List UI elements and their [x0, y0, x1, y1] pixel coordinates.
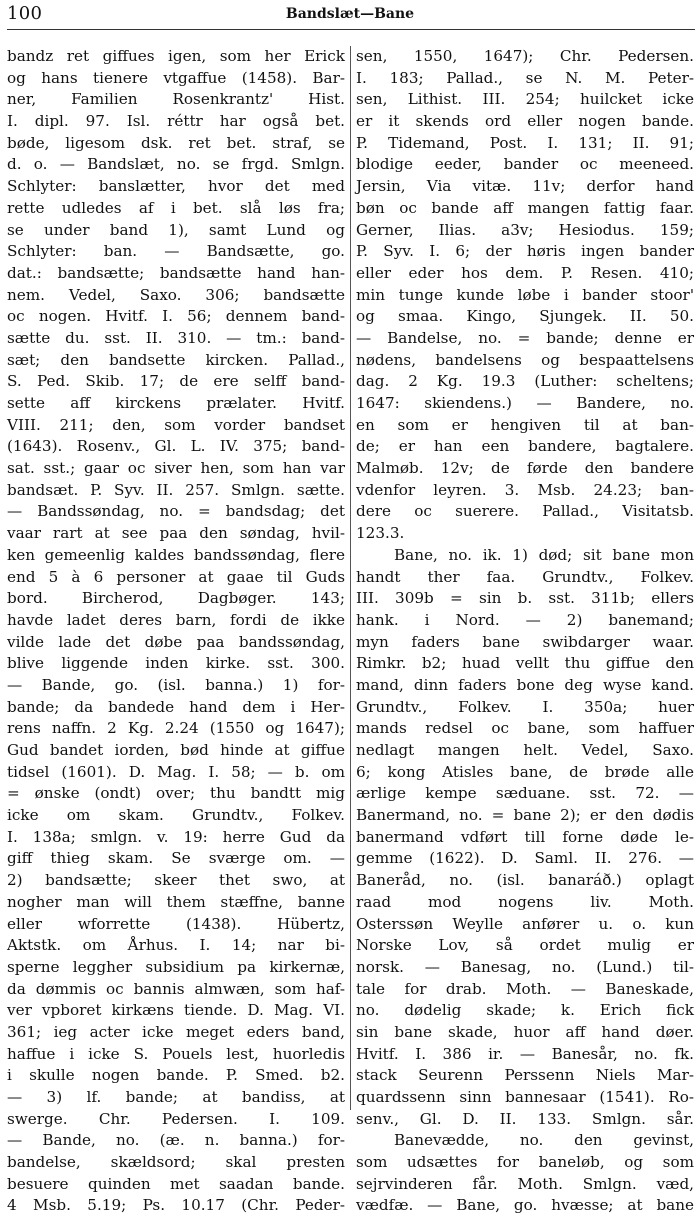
text-line: som udsættes for baneløb, og som: [356, 1153, 694, 1172]
text-line: haffue i icke S. Pouels lest, huorledis: [7, 1044, 345, 1063]
text-line: P. Tidemand, Post. I. 131; II. 91;: [356, 133, 694, 152]
text-line: de; er han een bandere, bagtalere.: [356, 437, 694, 456]
text-line: mand, dinn faders bone deg wyse kand.: [356, 675, 694, 694]
text-line: Jersin, Via vitæ. 11v; derfor hand: [356, 177, 694, 196]
text-line: — Bande, go. (isl. banna.) 1) for-: [7, 675, 345, 694]
text-line: I. 183; Pallad., se N. M. Peter-: [356, 68, 694, 87]
text-line: Gerner, Ilias. a3v; Hesiodus. 159;: [356, 220, 694, 239]
text-line: — Bandssøndag, no. = bandsdag; det: [7, 502, 345, 521]
right-column: [356, 46, 694, 1215]
text-line: Grundtv., Folkev. I. 350a; huer: [356, 697, 694, 716]
text-line: bøde, ligesom dsk. ret bet. straf, se: [7, 133, 345, 152]
text-line: Bane, no. ik. 1) død; sit bane mon: [394, 545, 694, 564]
text-line: besuere quinden met saadan bande.: [7, 1174, 345, 1193]
text-line: nødens, bandelsens og bespaattelsens: [356, 350, 694, 369]
text-line: Osterssøn Weylle anfører u. o. kun: [356, 914, 694, 933]
text-line: Gud bandet iorden, bød hinde at giffue: [7, 741, 345, 759]
text-line: Baneråd, no. (isl. banaráð.) oplagt: [356, 871, 694, 890]
text-line: myn faders bane swibdarger waar.: [356, 632, 694, 651]
text-line: blodige eeder, bander oc meeneed.: [356, 155, 694, 174]
text-line: bandelse, skældsord; skal presten: [7, 1153, 345, 1172]
running-head: Bandslæt—Bane: [285, 6, 415, 22]
text-line: nem. Vedel, Saxo. 306; bandsætte: [7, 285, 345, 304]
text-line: rens naffn. 2 Kg. 2.24 (1550 og 1647);: [7, 719, 345, 738]
text-line: ner, Familien Rosenkrantz' Hist.: [7, 90, 345, 109]
text-line: sen, 1550, 1647); Chr. Pedersen.: [356, 47, 694, 65]
text-line: bord. Bircherod, Dagbøger. 143;: [7, 589, 345, 608]
text-line: Malmøb. 12v; de førde den bandere: [356, 459, 694, 478]
text-line: sette aff kirckens prælater. Hvitf.: [7, 394, 345, 412]
text-line: se under band 1), samt Lund og: [7, 220, 345, 239]
text-line: giff thieg skam. Se sværge om. —: [7, 849, 345, 868]
text-line: bandsæt. P. Syv. II. 257. Smlgn. sætte.: [7, 480, 345, 499]
text-line: III. 309b = sin b. sst. 311b; ellers: [356, 589, 694, 608]
text-line: ver vpboret kirkæns tiende. D. Mag. VI.: [7, 1001, 345, 1020]
text-line: en som er hengiven til at ban-: [356, 415, 694, 434]
text-line: sæt; den bandsette kircken. Pallad.,: [7, 350, 345, 369]
text-line: og hans tienere vtgaffue (1458). Bar-: [7, 68, 345, 87]
text-line: dere oc suerere. Pallad., Visitatsb.: [356, 502, 694, 521]
text-line: gemme (1622). D. Saml. II. 276. —: [356, 849, 694, 868]
text-line: P. Syv. I. 6; der høris ingen bander: [356, 242, 694, 261]
text-line: 1647: skiendens.) — Bandere, no.: [356, 394, 694, 412]
text-line: tidsel (1601). D. Mag. I. 58; — b. om: [7, 762, 345, 781]
text-line: sat. sst.; gaar oc siver hen, som han var: [7, 459, 345, 478]
text-line: eller wforrette (1438). Hübertz,: [7, 914, 345, 933]
text-line: Aktstk. om Århus. I. 14; nar bi-: [7, 936, 345, 955]
text-line: hank. i Nord. — 2) banemand;: [356, 610, 694, 629]
text-line: quardssenn sinn bannesaar (1541). Ro-: [356, 1088, 694, 1106]
text-line: vædfæ. — Bane, go. hvæsse; at bane: [356, 1196, 694, 1215]
text-line: sejrvinderen får. Moth. Smlgn. væd,: [356, 1174, 694, 1193]
text-line: bande; da bandede hand dem i Her-: [7, 697, 345, 716]
text-line: raad mod nogens liv. Moth.: [356, 892, 694, 911]
text-line: sen, Lithist. III. 254; huilcket icke: [356, 90, 694, 109]
text-line: I. dipl. 97. Isl. réttr har også bet.: [7, 112, 345, 131]
text-line: tale for drab. Moth. — Baneskade,: [356, 979, 694, 998]
text-line: dag. 2 Kg. 19.3 (Luther: scheltens;: [356, 372, 694, 391]
text-line: 2) bandsætte; skeer thet swo, at: [7, 871, 345, 890]
text-line: 6; kong Atisles bane, de brøde alle: [356, 762, 694, 781]
text-line: dat.: bandsætte; bandsætte hand han-: [7, 263, 345, 282]
text-line: min tunge kunde løbe i bander stoor': [356, 285, 694, 304]
text-line: nedlagt mangen helt. Vedel, Saxo.: [356, 741, 694, 759]
text-line: Rimkr. b2; huad vellt thu giffue den: [356, 654, 694, 673]
text-line: I. 138a; smlgn. v. 19: herre Gud da: [7, 827, 345, 846]
text-line: blive liggende inden kirke. sst. 300.: [7, 654, 345, 673]
text-line: vilde lade det døbe paa bandssøndag,: [7, 632, 345, 651]
text-line: bøn oc bande aff mangen fattig faar.: [356, 198, 694, 217]
text-line: nogher man will them stæffne, banne: [7, 892, 345, 911]
text-line: = ønske (ondt) over; thu bandtt mig: [7, 784, 345, 803]
text-line: ken gemeenlig kaldes bandssøndag, flere: [7, 545, 345, 564]
text-line: Banermand, no. = bane 2); er den dødis: [356, 806, 694, 825]
text-line: oc nogen. Hvitf. I. 56; dennem band-: [7, 307, 345, 326]
page-number: 100: [7, 3, 43, 24]
text-line: 4 Msb. 5.19; Ps. 10.17 (Chr. Peder-: [7, 1196, 345, 1215]
text-line: no. dødelig skade; k. Erich fick: [356, 1001, 694, 1020]
text-line: mands redsel oc bane, som haffuer: [356, 719, 694, 738]
text-line: VIII. 211; den, som vorder bandset: [7, 415, 345, 434]
text-line: — 3) lf. bande; at bandiss, at: [7, 1088, 345, 1106]
text-line: banermand vdført till forne døde le-: [356, 827, 694, 846]
text-line: Schlyter: ban. — Bandsætte, go.: [7, 242, 345, 261]
text-line: 123.3.: [356, 524, 405, 543]
text-line: norsk. — Banesag, no. (Lund.) til-: [356, 957, 694, 976]
text-line: vdenfor leyren. 3. Msb. 24.23; ban-: [356, 480, 694, 499]
text-line: 361; ieg acter icke meget eders band,: [7, 1022, 345, 1041]
text-line: bandz ret giffues igen, som her Erick: [7, 47, 345, 65]
text-line: swerge. Chr. Pedersen. I. 109.: [7, 1109, 345, 1128]
header-rule: [7, 29, 695, 30]
text-line: S. Ped. Skib. 17; de ere selff band-: [7, 372, 345, 391]
text-line: ærlige kempe sæduane. sst. 72. —: [356, 784, 694, 803]
text-line: sætte du. sst. II. 310. — tm.: band-: [7, 328, 345, 347]
text-line: vaar rart at see paa den søndag, hvil-: [7, 524, 345, 543]
text-line: senv., Gl. D. II. 133. Smlgn. sår.: [356, 1109, 694, 1128]
text-line: eller eder hos dem. P. Resen. 410;: [356, 263, 694, 282]
text-line: Schlyter: banslætter, hvor det med: [7, 177, 345, 196]
text-line: havde ladet deres barn, fordi de ikke: [7, 610, 345, 629]
text-line: (1643). Rosenv., Gl. L. IV. 375; band-: [7, 437, 345, 456]
column-divider: [350, 46, 351, 1110]
text-line: — Bandelse, no. = bande; denne er: [356, 328, 694, 347]
text-line: Banevædde, no. den gevinst,: [394, 1131, 694, 1150]
text-line: end 5 à 6 personer at gaae til Guds: [7, 567, 345, 586]
text-line: i skulle nogen bande. P. Smed. b2.: [7, 1066, 345, 1085]
text-line: — Bande, no. (æ. n. banna.) for-: [7, 1131, 345, 1150]
text-line: icke om skam. Grundtv., Folkev.: [7, 806, 345, 825]
text-line: og smaa. Kingo, Sjungek. II. 50.: [356, 307, 694, 326]
text-line: handt ther faa. Grundtv., Folkev.: [356, 567, 694, 586]
text-line: sin bane skade, huor aff hand døer.: [356, 1022, 694, 1041]
text-line: Hvitf. I. 386 ir. — Banesår, no. fk.: [356, 1044, 694, 1063]
text-line: Norske Lov, så ordet mulig er: [356, 936, 694, 955]
text-line: sperne leggher subsidium pa kirkernæ,: [7, 957, 345, 976]
text-line: d. o. — Bandslæt, no. se frgd. Smlgn.: [7, 155, 345, 174]
text-line: er it skends ord eller nogen bande.: [356, 112, 694, 131]
text-line: rette udledes af i bet. slå løs fra;: [7, 198, 345, 217]
page-header: [0, 0, 700, 34]
text-line: da dømmis oc bannis almwæn, som haf-: [7, 979, 345, 998]
left-column: [7, 46, 345, 1215]
text-line: stack Seurenn Perssenn Niels Mar-: [356, 1066, 694, 1085]
